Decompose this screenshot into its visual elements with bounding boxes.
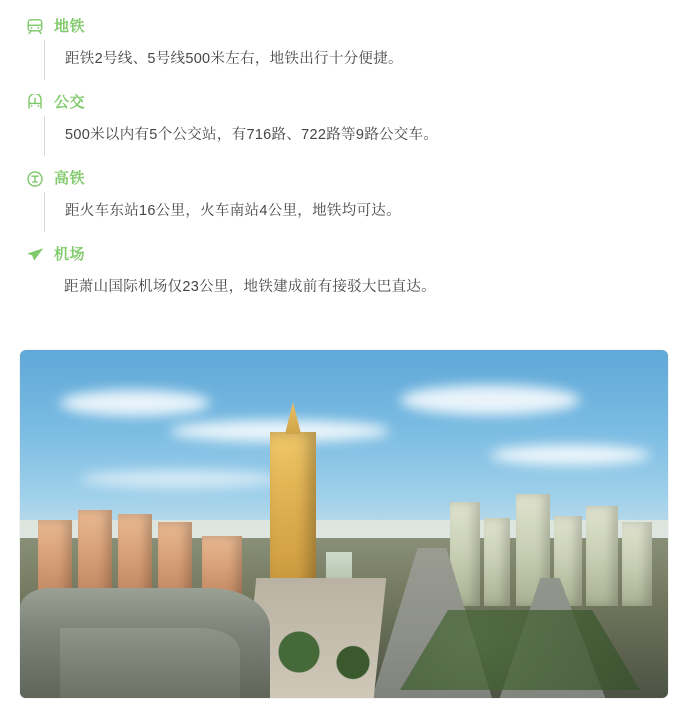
transit-item-header [0, 242, 687, 268]
transit-item-header [0, 14, 687, 40]
train-icon [22, 168, 48, 190]
bus-icon [22, 92, 48, 114]
transit-item-body [44, 192, 687, 232]
city-photo [20, 350, 668, 698]
transit-item-body [44, 40, 687, 80]
airplane-icon [22, 244, 48, 266]
subway-icon [22, 16, 48, 38]
city-photo-image [20, 350, 668, 698]
transit-item-airport [0, 242, 687, 308]
cloud-shape [60, 390, 210, 416]
transit-item-header [0, 166, 687, 192]
transit-item-body [44, 116, 687, 156]
transit-item-subway [0, 14, 687, 80]
building-shape [586, 506, 618, 606]
cloud-shape [400, 385, 580, 415]
stadium-roof [60, 628, 240, 698]
transit-item-text: 500米以内有5个公交站，有716路、722路等9路公交车。 [65, 127, 439, 143]
transit-item-text: 距火车东站16公里，火车南站4公里，地铁均可达。 [65, 203, 401, 219]
transit-item-title: 地铁 [54, 18, 86, 35]
transit-item-bus [0, 90, 687, 156]
transit-info-list [0, 0, 687, 308]
transit-item-title: 机场 [54, 246, 86, 263]
cloud-shape [490, 445, 650, 465]
cloud-shape [80, 470, 280, 488]
transit-item-text: 距萧山国际机场仅23公里，地铁建成前有接驳大巴直达。 [64, 279, 436, 295]
transit-item-text: 距铁2号线、5号线500米左右，地铁出行十分便捷。 [65, 51, 403, 67]
transit-item-title: 公交 [54, 94, 86, 111]
building-shape [484, 518, 510, 606]
transit-item-body [44, 268, 687, 308]
transit-item-highspeed-rail [0, 166, 687, 232]
transit-item-title: 高铁 [54, 170, 86, 187]
transit-item-header [0, 90, 687, 116]
building-shape [622, 522, 652, 606]
